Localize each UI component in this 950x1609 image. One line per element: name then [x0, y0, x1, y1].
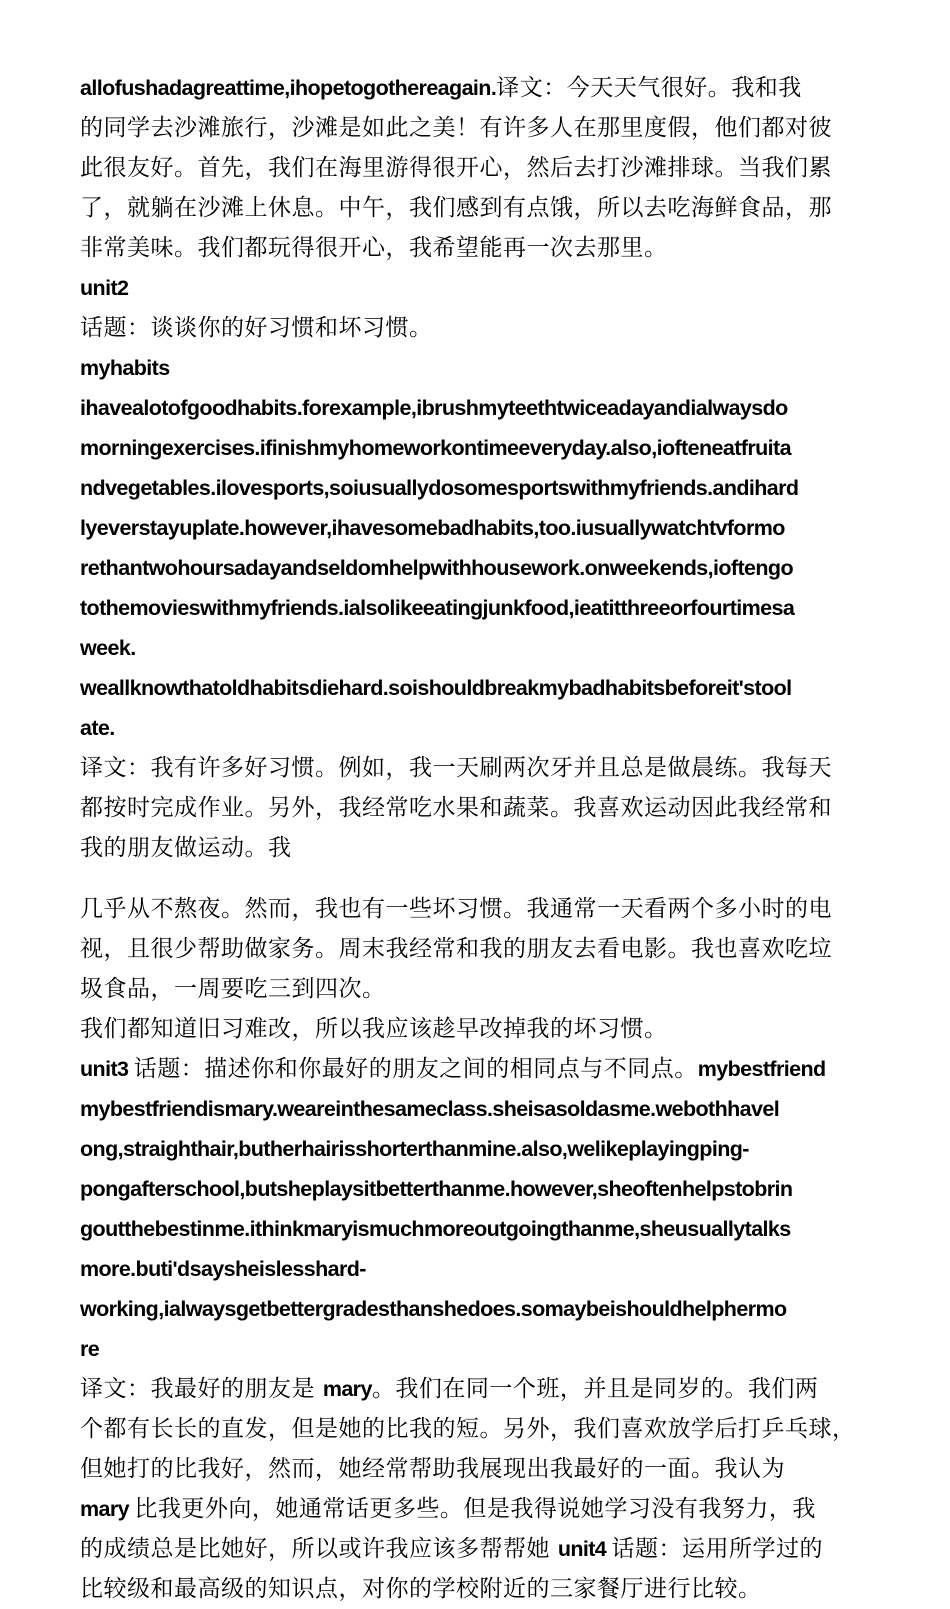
- chinese-text: 话题：运用所学过的: [611, 1536, 824, 1562]
- text-line: [80, 1409, 880, 1449]
- text-line: [80, 348, 880, 388]
- chinese-text: 个都有长长的直发，但是她的比我的短。另外，我们喜欢放学后打乒乓球，: [80, 1416, 856, 1442]
- english-text: tothemovieswithmyfriends.ialsolikeeatingjunkfood,ieatitthreeorfourtimesa: [80, 596, 795, 620]
- text-line: [80, 1449, 880, 1489]
- text-line: [80, 508, 880, 548]
- english-text: myhabits: [80, 356, 170, 380]
- english-text: rethantwohoursadayandseldomhelpwithhousework.onweekends,ioftengo: [80, 556, 793, 580]
- text-line: [80, 548, 880, 588]
- english-text: unit4: [557, 1537, 612, 1561]
- english-text: week.: [80, 636, 136, 660]
- text-line: [80, 1369, 880, 1409]
- chinese-text: 。我们在同一个班，并且是同岁的。我们两: [371, 1376, 819, 1402]
- chinese-text: 了，就躺在沙滩上休息。中午，我们感到有点饿，所以去吃海鲜食品，那: [80, 195, 832, 221]
- text-line: [80, 228, 880, 268]
- chinese-text: 话题：谈谈你的好习惯和坏习惯。: [80, 315, 433, 341]
- chinese-text: 几乎从不熬夜。然而，我也有一些坏习惯。我通常一天看两个多小时的电: [80, 896, 832, 922]
- text-line: [80, 268, 880, 308]
- chinese-text: 译文：今天天气很好。我和我: [496, 75, 802, 101]
- text-line: [80, 1249, 880, 1289]
- text-line: [80, 828, 880, 868]
- english-text: lyeverstayuplate.however,ihavesomebadhabits,too.iusuallywatchtvformo: [80, 516, 785, 540]
- chinese-text: 的成绩总是比她好，所以或许我应该多帮帮她: [80, 1536, 558, 1562]
- text-line: [80, 668, 880, 708]
- english-text: mary: [322, 1377, 372, 1401]
- text-line: [80, 1089, 880, 1129]
- english-text: mybestfriendismary.weareinthesameclass.sheisasoldasme.webothhavel: [80, 1097, 780, 1121]
- chinese-text: 都按时完成作业。另外，我经常吃水果和蔬菜。我喜欢运动因此我经常和: [80, 795, 832, 821]
- page-break-gap: [80, 868, 880, 889]
- text-line: [80, 1329, 880, 1369]
- chinese-text: 译文：我最好的朋友是: [80, 1376, 323, 1402]
- text-line: [80, 1529, 880, 1569]
- text-line: [80, 1009, 880, 1049]
- text-line: [80, 788, 880, 828]
- english-text: mary: [80, 1497, 135, 1521]
- english-text: morningexercises.ifinishmyhomeworkontimeeveryday.also,iofteneatfruita: [80, 436, 791, 460]
- english-text: goutthebestinme.ithinkmaryismuchmoreoutgoingthanme,sheusuallytalks: [80, 1217, 791, 1241]
- text-line: [80, 68, 880, 108]
- chinese-text: 圾食品，一周要吃三到四次。: [80, 976, 386, 1002]
- text-line: [80, 108, 880, 148]
- text-line: [80, 708, 880, 748]
- text-line: [80, 1489, 880, 1529]
- chinese-text: 此很友好。首先，我们在海里游得很开心，然后去打沙滩排球。当我们累: [80, 155, 832, 181]
- text-line: [80, 1209, 880, 1249]
- english-text: ihavealotofgoodhabits.forexample,ibrushmyteethtwiceadayandialwaysdo: [80, 396, 788, 420]
- text-line: [80, 148, 880, 188]
- text-line: [80, 188, 880, 228]
- text-line: [80, 1169, 880, 1209]
- text-line: [80, 929, 880, 969]
- english-text: working,ialwaysgetbettergradesthanshedoes.somaybeishouldhelphermo: [80, 1297, 787, 1321]
- chinese-text: 我的朋友做运动。我: [80, 835, 292, 861]
- english-text: ong,straighthair,butherhairisshorterthanmine.also,welikeplayingping-: [80, 1137, 749, 1161]
- chinese-text: 我们都知道旧习难改，所以我应该趁早改掉我的坏习惯。: [80, 1016, 668, 1042]
- text-line: [80, 428, 880, 468]
- text-line: [80, 1289, 880, 1329]
- english-text: more.buti'dsaysheislesshard-: [80, 1257, 366, 1281]
- text-line: [80, 388, 880, 428]
- text-line: [80, 628, 880, 668]
- english-text: re: [80, 1337, 100, 1361]
- text-line: [80, 1569, 880, 1609]
- english-text: pongafterschool,butsheplaysitbetterthanme.however,sheoftenhelpstobrin: [80, 1177, 793, 1201]
- chinese-text: 比较级和最高级的知识点，对你的学校附近的三家餐厅进行比较。: [80, 1576, 762, 1602]
- chinese-text: 话题：描述你和你最好的朋友之间的相同点与不同点。: [133, 1056, 698, 1082]
- chinese-text: 非常美味。我们都玩得很开心，我希望能再一次去那里。: [80, 235, 668, 261]
- text-line: [80, 1129, 880, 1169]
- text-line: [80, 889, 880, 929]
- english-text: ndvegetables.ilovesports,soiusuallydosomesportswithmyfriends.andihard: [80, 476, 799, 500]
- chinese-text: 但她打的比我好，然而，她经常帮助我展现出我最好的一面。我认为: [80, 1456, 785, 1482]
- text-line: [80, 588, 880, 628]
- english-text: unit3: [80, 1057, 134, 1081]
- chinese-text: 的同学去沙滩旅行，沙滩是如此之美！有许多人在那里度假，他们都对彼: [80, 115, 832, 141]
- english-text: weallknowthatoldhabitsdiehard.soishouldbreakmybadhabitsbeforeit'stool: [80, 676, 792, 700]
- english-text: unit2: [80, 276, 129, 300]
- chinese-text: 视，且很少帮助做家务。周末我经常和我的朋友去看电影。我也喜欢吃垃: [80, 936, 832, 962]
- chinese-text: 比我更外向，她通常话更多些。但是我得说她学习没有我努力，我: [134, 1496, 816, 1522]
- english-text: allofushadagreattime,ihopetogothereagain.: [80, 76, 497, 100]
- text-line: [80, 468, 880, 508]
- english-text: ate.: [80, 716, 115, 740]
- text-line: [80, 1049, 880, 1089]
- chinese-text: 译文：我有许多好习惯。例如，我一天刷两次牙并且总是做晨练。我每天: [80, 755, 832, 781]
- text-line: [80, 969, 880, 1009]
- english-text: mybestfriend: [697, 1057, 826, 1081]
- text-line: [80, 308, 880, 348]
- text-line: [80, 748, 880, 788]
- document-page: [80, 68, 880, 1609]
